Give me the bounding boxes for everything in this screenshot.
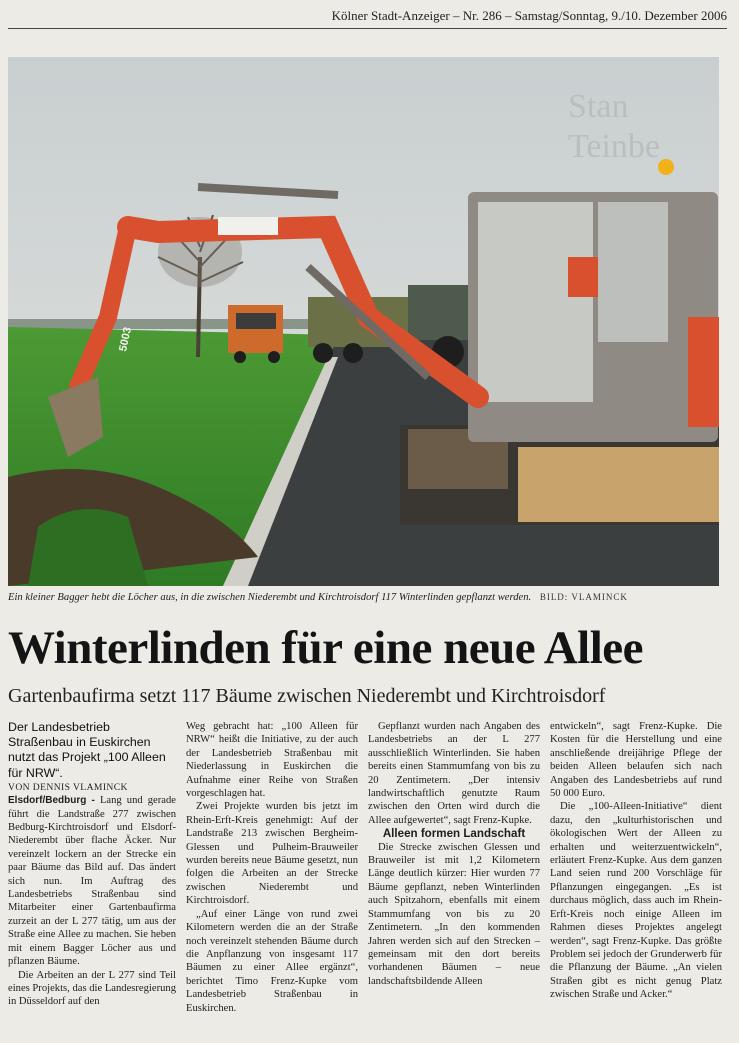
svg-text:Teinbe: Teinbe xyxy=(568,128,661,165)
article-paragraph: entwickeln“, sagt Frenz-Kupke. Die Kosten für die Herstellung und eine anschließende dreijährige Pflege der beiden Alleen belaufen sich nach Angaben des Landesbetriebs auf rund 50 000 Euro. xyxy=(550,721,722,800)
article-column-4 xyxy=(550,720,722,1040)
article-photo xyxy=(8,57,719,586)
subheadline: Gartenbaufirma setzt 117 Bäume zwischen Niederembt und Kirchtroisdorf xyxy=(8,685,606,707)
article-intro: Der Landesbetrieb Straßenbau in Euskirchen nutzt das Projekt „100 Alleen für NRW“. xyxy=(8,720,166,780)
photo-caption xyxy=(8,590,728,605)
article-paragraph: Die Arbeiten an der L 277 sind Teil eines Projekts, das die Landesregierung in Düsseldorf auf den xyxy=(8,969,176,1008)
article-paragraph: Weg gebracht hat: „100 Alleen für NRW“ heißt die Initiative, zu der auch der Landesbetrieb Straßenbau mit Niederlassung in Euskirchen die Aufnahme einer Reihe von Straßen vorgeschlagen hat. xyxy=(186,721,358,800)
article-column-1 xyxy=(8,720,176,1040)
article-column-2 xyxy=(186,720,358,1040)
beacon-light xyxy=(658,159,674,175)
masthead-text: Kölner Stadt-Anzeiger – Nr. 286 – Samstag/Sonntag, 9./10. Dezember 2006 xyxy=(331,8,727,23)
headline: Winterlinden für eine neue Allee xyxy=(8,622,644,674)
operator xyxy=(568,257,598,297)
excavator-photo xyxy=(8,57,719,586)
article-paragraph xyxy=(8,794,176,968)
article-paragraph: Die „100-Alleen-Initiative“ dient dazu, den „kulturhistorischen und ökologischen Wert der Alleen zu erhalten und weiterzuentwickeln“, erläutert Frenz-Kupke. Aus dem ganzen Land seien rund 200 Vorschläge für Pflanzungen eingegangen. „Es ist durchaus möglich, dass auch im Rhein-Erft-Kreis noch einige Alleen im Rahmen dieses Projektes angelegt werden“, sagt Frenz-Kupke. Das größte Problem sei jedoch der Grunderwerb für die Pflanzung der Bäume. „An vielen Straßen gibt es nicht genug Platz zwischen Straße und Acker.“ xyxy=(550,801,722,1001)
background-poster-text: Stan xyxy=(568,88,629,125)
section-subheading: Alleen formen Landschaft xyxy=(382,827,526,841)
article-column-3 xyxy=(368,720,540,1040)
excavator-blade xyxy=(518,447,719,522)
caption-text: Ein kleiner Bagger hebt die Löcher aus, in die zwischen Niederembt und Kirchtroisdorf 117 Winterlinden gepflanzt werden. xyxy=(8,592,532,603)
dateline: Elsdorf/Bedburg - xyxy=(8,795,95,807)
excavator-arm-label: 5003 xyxy=(117,326,135,353)
article-paragraph: „Auf einer Länge von rund zwei Kilometern werden die an der Straße noch vereinzelt stehenden Bäume durch die Anpflanzung von insgesamt 117 Bäumen zu einer Allee ergänzt“, berichtet Timo Frenz-Kupke vom Landesbetrieb Straßenbau in Euskirchen. xyxy=(186,908,358,1014)
photo-credit: BILD: VLAMINCK xyxy=(539,592,628,602)
article-paragraph: Gepflanzt wurden nach Angaben des Landesbetriebs an der L 277 ausschließlich Winterlinden. Sie haben bereits einen Stammumfang von bis zu 20 Zentimetern. „Der intensiv landwirtschaftlich genutzte Raum zwischen den Orten wird durch die Allee aufgewertet“, sagt Frenz-Kupke. xyxy=(368,721,540,826)
article-paragraph: Zwei Projekte wurden bis jetzt im Rhein-Erft-Kreis genehmigt: Auf der Landstraße 213 zwischen Bergheim-Glessen und Pulheim-Brauweiler wurden bereits neue Bäume gesetzt, nun folgen die Arbeiten an der Strecke zwischen Niederembt und Kirchtroisdorf. xyxy=(186,801,358,907)
article-paragraph: Die Strecke zwischen Glessen und Brauweiler ist mit 1,2 Kilometern Länge deutlich kürzer: Hier wurden 77 Bäume gepflanzt, neben Winterlinden auch Spitzahorn, ebenfalls mit einem Stammumfang von bis zu 20 Zentimetern. „In den kommenden Jahren werden sich auf den Strecken – gemeinsam mit den dort bereits vorhandenen Bäumen – neue landschaftsbildende Alleen xyxy=(368,841,540,987)
masthead xyxy=(8,6,727,29)
paragraph-text: Lang und gerade führt die Landstraße 277 zwischen Bedburg-Kirchtroisdorf und Elsdorf-Niederembt über flache Äcker. Nur vereinzelt lockern an der Strecke ein paar Bäume das Bild auf. Das ändert sich nun. Im Auftrag des Landesbetriebs Straßenbau sind Mitarbeiter einer Gartenbaufirma zurzeit an der L 277 tätig, um aus der Straße eine Allee zu machen. Sie heben mit einem Bagger Löcher aus und pflanzen Bäume. xyxy=(8,795,176,968)
byline: VON DENNIS VLAMINCK xyxy=(8,781,128,793)
